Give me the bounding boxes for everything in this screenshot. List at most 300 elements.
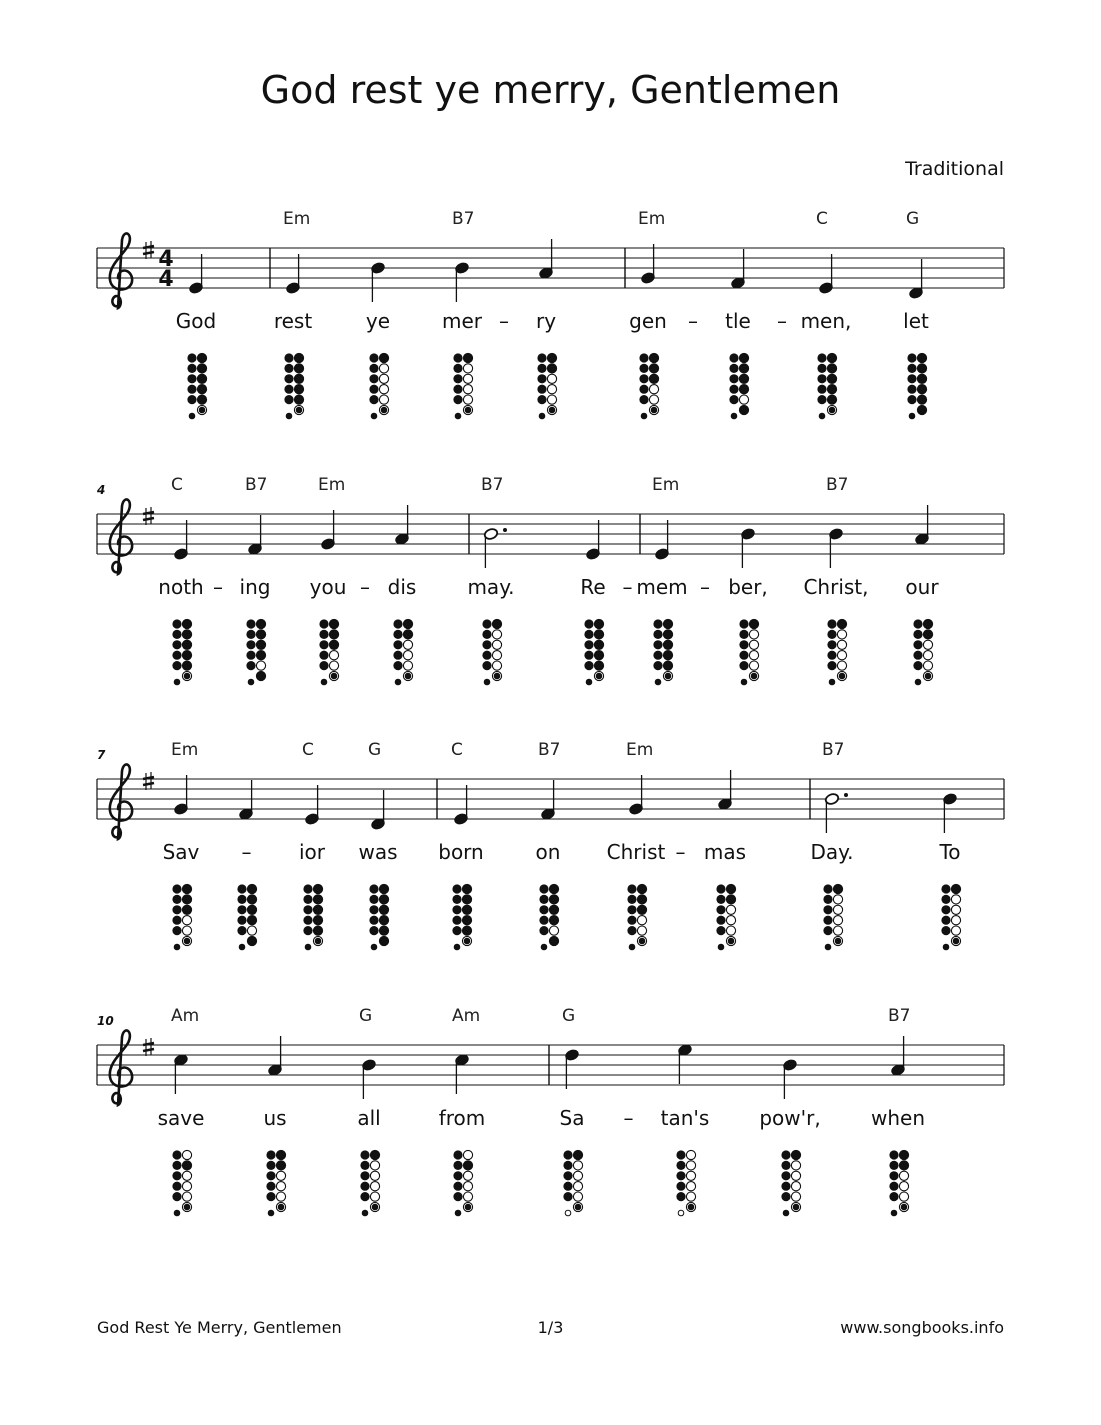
note — [564, 1048, 579, 1089]
thumb-hole-closed — [452, 884, 461, 893]
chord-symbol: B7 — [822, 740, 845, 760]
hole-open — [726, 916, 735, 925]
low-hole-closed — [371, 944, 377, 950]
chord-symbol: C — [816, 209, 828, 229]
left-hand-hole-closed — [303, 916, 312, 925]
hole-closed — [739, 353, 748, 362]
lyric-syllable: God — [175, 309, 217, 333]
music-system — [97, 740, 1004, 950]
hole-open — [182, 1171, 191, 1180]
low-hole-closed — [454, 944, 460, 950]
lyric-syllable: may. — [467, 575, 515, 599]
thumb-hole-closed — [913, 619, 922, 628]
left-hand-hole-closed — [627, 926, 636, 935]
left-hand-hole-closed — [627, 895, 636, 904]
sharp-accidental-icon — [143, 507, 154, 525]
left-hand-hole-closed — [360, 1171, 369, 1180]
low-hole-closed — [651, 407, 657, 413]
hole-open — [403, 651, 412, 660]
hole-open — [833, 916, 842, 925]
hole-closed — [594, 651, 603, 660]
hole-open — [403, 640, 412, 649]
recorder-fingering-chart — [539, 884, 558, 949]
thumb-hole-closed — [482, 619, 491, 628]
left-hand-hole-closed — [172, 651, 181, 660]
hole-open — [492, 651, 501, 660]
hole-closed — [182, 630, 191, 639]
hole-closed — [182, 651, 191, 660]
hole-closed — [463, 353, 472, 362]
hole-open — [686, 1192, 695, 1201]
left-hand-hole-closed — [817, 364, 826, 373]
hole-closed — [663, 661, 672, 670]
hole-closed — [256, 651, 265, 660]
hole-closed — [917, 374, 926, 383]
left-hand-hole-closed — [823, 895, 832, 904]
lyric-syllable: you — [309, 575, 347, 599]
note — [677, 1043, 692, 1084]
thumb-hole-closed — [889, 1150, 898, 1159]
left-hand-hole-closed — [676, 1182, 685, 1191]
left-hand-hole-closed — [172, 630, 181, 639]
sharp-bar — [143, 783, 154, 785]
left-hand-hole-closed — [360, 1161, 369, 1170]
low-hole-closed — [455, 1210, 461, 1216]
left-hand-hole-closed — [452, 916, 461, 925]
left-hand-hole-closed — [627, 916, 636, 925]
recorder-fingering-chart — [627, 884, 646, 949]
low-hole-closed — [541, 944, 547, 950]
low-hole-closed — [925, 673, 931, 679]
thumb-hole-closed — [172, 884, 181, 893]
low-hole-closed — [953, 938, 959, 944]
lyric-syllable: mer — [441, 309, 483, 333]
lyric-hyphen: – — [213, 575, 223, 599]
sharp-accidental-icon — [143, 772, 154, 790]
sharp-bar — [143, 518, 154, 520]
left-hand-hole-closed — [172, 916, 181, 925]
left-hand-hole-closed — [907, 395, 916, 404]
recorder-fingering-chart — [172, 619, 191, 684]
left-hand-hole-closed — [246, 651, 255, 660]
thumb-hole-closed — [827, 619, 836, 628]
low-hole-closed — [278, 1204, 284, 1210]
hole-closed — [182, 895, 191, 904]
note — [370, 790, 385, 831]
hole-open — [899, 1171, 908, 1180]
hole-open — [403, 661, 412, 670]
hole-open — [182, 1192, 191, 1201]
left-hand-hole-closed — [781, 1192, 790, 1201]
low-hole-closed — [405, 673, 411, 679]
thumb-hole-closed — [266, 1150, 275, 1159]
left-hand-hole-closed — [453, 395, 462, 404]
hole-closed — [379, 353, 388, 362]
thumb-hole-closed — [319, 619, 328, 628]
hole-closed — [379, 916, 388, 925]
lyric-hyphen: – — [777, 309, 787, 333]
hole-closed — [637, 895, 646, 904]
hole-closed — [197, 374, 206, 383]
note — [370, 261, 385, 302]
hole-closed — [256, 630, 265, 639]
measure-number: 4 — [97, 483, 106, 497]
chord-symbol: G — [359, 1006, 373, 1026]
lyric-syllable: was — [358, 840, 398, 864]
low-hole-closed — [741, 407, 747, 413]
recorder-fingering-chart — [739, 619, 758, 684]
hole-open — [951, 905, 960, 914]
left-hand-hole-closed — [393, 640, 402, 649]
note — [173, 775, 188, 816]
hole-closed — [294, 364, 303, 373]
hole-closed — [663, 651, 672, 660]
hole-closed — [923, 630, 932, 639]
left-hand-hole-closed — [246, 661, 255, 670]
lyric-hyphen: – — [688, 309, 698, 333]
left-hand-hole-closed — [639, 395, 648, 404]
hole-open — [492, 661, 501, 670]
treble-clef-stroke — [110, 1030, 132, 1105]
low-hole-closed — [465, 1204, 471, 1210]
left-hand-hole-closed — [639, 374, 648, 383]
hole-open — [833, 926, 842, 935]
hole-closed — [837, 619, 846, 628]
hole-closed — [739, 364, 748, 373]
hole-open — [637, 916, 646, 925]
low-hole-closed — [464, 938, 470, 944]
low-hole-closed — [184, 938, 190, 944]
hole-open — [182, 926, 191, 935]
left-hand-hole-closed — [172, 1192, 181, 1201]
low-hole-closed — [174, 944, 180, 950]
lyric-syllable: on — [535, 840, 561, 864]
left-hand-hole-closed — [827, 651, 836, 660]
note — [782, 1058, 797, 1099]
left-hand-hole-closed — [729, 385, 738, 394]
recorder-fingering-chart — [360, 1150, 379, 1215]
left-hand-hole-closed — [360, 1182, 369, 1191]
recorder-fingering-chart — [716, 884, 735, 949]
chord-symbol: C — [451, 740, 463, 760]
left-hand-hole-closed — [889, 1161, 898, 1170]
hole-open — [686, 1171, 695, 1180]
hole-open — [686, 1182, 695, 1191]
hole-open — [791, 1182, 800, 1191]
low-hole-closed — [371, 413, 377, 419]
chord-symbol: G — [906, 209, 920, 229]
low-hole-closed — [731, 413, 737, 419]
hole-closed — [649, 374, 658, 383]
recorder-fingering-chart — [393, 619, 412, 684]
recorder-fingering-chart — [237, 884, 256, 949]
left-hand-hole-closed — [716, 916, 725, 925]
low-hole-closed — [718, 944, 724, 950]
left-hand-hole-closed — [369, 905, 378, 914]
left-hand-hole-closed — [452, 905, 461, 914]
hole-closed — [917, 353, 926, 362]
left-hand-hole-closed — [453, 1171, 462, 1180]
left-hand-hole-closed — [319, 651, 328, 660]
note — [585, 520, 600, 561]
left-hand-hole-closed — [627, 905, 636, 914]
left-hand-hole-closed — [889, 1192, 898, 1201]
thumb-hole-closed — [729, 353, 738, 362]
recorder-fingering-chart — [319, 619, 338, 684]
recorder-fingering-chart — [266, 1150, 285, 1215]
lyric-syllable: let — [903, 309, 929, 333]
music-system — [97, 209, 1004, 419]
hole-closed — [833, 884, 842, 893]
lyric-syllable: born — [438, 840, 484, 864]
lyric-syllable: rest — [273, 309, 313, 333]
hole-open — [182, 916, 191, 925]
thumb-hole-closed — [941, 884, 950, 893]
left-hand-hole-closed — [729, 374, 738, 383]
recorder-fingering-chart — [452, 884, 471, 949]
hole-open — [899, 1182, 908, 1191]
low-hole-closed — [315, 938, 321, 944]
left-hand-hole-closed — [584, 630, 593, 639]
low-hole-closed — [891, 1210, 897, 1216]
sharp-bar — [143, 1049, 154, 1051]
note — [654, 520, 669, 561]
low-hole-closed — [184, 1204, 190, 1210]
left-hand-hole-closed — [817, 385, 826, 394]
hole-closed — [182, 619, 191, 628]
hole-open — [726, 905, 735, 914]
chord-symbol: B7 — [245, 475, 268, 495]
hole-open — [649, 385, 658, 394]
left-hand-hole-closed — [913, 661, 922, 670]
hole-closed — [462, 916, 471, 925]
low-hole-closed — [829, 407, 835, 413]
low-hole-closed — [829, 679, 835, 685]
left-hand-hole-closed — [584, 640, 593, 649]
note — [730, 249, 745, 290]
thumb-hole-closed — [627, 884, 636, 893]
chord-symbol: Am — [171, 1006, 200, 1026]
thumb-hole-closed — [453, 353, 462, 362]
hole-open — [549, 926, 558, 935]
left-hand-hole-closed — [393, 630, 402, 639]
hole-closed — [182, 884, 191, 893]
low-hole-closed — [286, 413, 292, 419]
hole-closed — [649, 353, 658, 362]
hole-closed — [276, 1150, 285, 1159]
hole-closed — [827, 385, 836, 394]
hole-closed — [917, 395, 926, 404]
left-hand-hole-closed — [913, 630, 922, 639]
thumb-hole-closed — [781, 1150, 790, 1159]
left-hand-hole-closed — [482, 640, 491, 649]
left-hand-hole-closed — [319, 630, 328, 639]
hole-open — [833, 905, 842, 914]
left-hand-hole-closed — [453, 1182, 462, 1191]
note — [740, 527, 755, 568]
treble-clef-stroke — [110, 499, 132, 574]
thumb-hole-closed — [453, 1150, 462, 1159]
left-hand-hole-closed — [172, 895, 181, 904]
hole-open — [463, 1192, 472, 1201]
low-hole-closed — [174, 679, 180, 685]
low-hole-closed — [258, 673, 264, 679]
note — [247, 515, 262, 556]
left-hand-hole-closed — [653, 630, 662, 639]
hole-open — [492, 640, 501, 649]
left-hand-hole-closed — [827, 630, 836, 639]
lyric-hyphen: – — [675, 840, 686, 864]
hole-closed — [899, 1150, 908, 1159]
left-hand-hole-closed — [369, 374, 378, 383]
hole-closed — [294, 353, 303, 362]
chord-symbol: C — [302, 740, 314, 760]
low-hole-closed — [494, 673, 500, 679]
left-hand-hole-closed — [266, 1161, 275, 1170]
hole-open — [833, 895, 842, 904]
left-hand-hole-closed — [653, 640, 662, 649]
left-hand-hole-closed — [284, 374, 293, 383]
hole-open — [749, 651, 758, 660]
hole-open — [573, 1192, 582, 1201]
hole-closed — [329, 630, 338, 639]
low-hole-closed — [372, 1204, 378, 1210]
low-hole-closed — [395, 679, 401, 685]
hole-open — [463, 1150, 472, 1159]
thumb-hole-closed — [172, 1150, 181, 1159]
note — [320, 510, 335, 551]
left-hand-hole-closed — [172, 1161, 181, 1170]
left-hand-hole-closed — [266, 1182, 275, 1191]
recorder-fingering-chart — [584, 619, 603, 684]
hole-closed — [182, 640, 191, 649]
recorder-fingering-chart — [246, 619, 265, 684]
hole-closed — [827, 395, 836, 404]
left-hand-hole-closed — [187, 374, 196, 383]
left-hand-hole-closed — [781, 1171, 790, 1180]
augmentation-dot — [844, 793, 848, 797]
left-hand-hole-closed — [187, 364, 196, 373]
lyric-syllable: ing — [239, 575, 271, 599]
hole-closed — [594, 640, 603, 649]
hole-open — [370, 1171, 379, 1180]
hole-closed — [923, 619, 932, 628]
left-hand-hole-closed — [584, 661, 593, 670]
hole-open — [463, 374, 472, 383]
left-hand-hole-closed — [246, 640, 255, 649]
left-hand-hole-closed — [817, 374, 826, 383]
hole-closed — [594, 661, 603, 670]
left-hand-hole-closed — [823, 926, 832, 935]
low-hole-closed — [943, 944, 949, 950]
hole-closed — [791, 1150, 800, 1159]
hole-open — [379, 364, 388, 373]
lyric-hyphen: – — [623, 1106, 634, 1130]
left-hand-hole-closed — [716, 905, 725, 914]
hole-open — [463, 395, 472, 404]
hole-open — [463, 385, 472, 394]
hole-closed — [313, 916, 322, 925]
low-hole-closed — [184, 673, 190, 679]
hole-closed — [182, 661, 191, 670]
recorder-fingering-chart — [781, 1150, 800, 1215]
left-hand-hole-closed — [393, 651, 402, 660]
low-hole-closed — [641, 413, 647, 419]
hole-open — [256, 661, 265, 670]
hole-closed — [462, 905, 471, 914]
low-hole-closed — [321, 679, 327, 685]
thumb-hole-closed — [303, 884, 312, 893]
left-hand-hole-closed — [827, 661, 836, 670]
hole-closed — [663, 619, 672, 628]
lyric-syllable: gen — [629, 309, 667, 333]
left-hand-hole-closed — [482, 630, 491, 639]
lyric-syllable: To — [939, 840, 961, 864]
hole-closed — [247, 905, 256, 914]
hole-closed — [256, 640, 265, 649]
hole-closed — [827, 353, 836, 362]
low-hole-closed — [751, 673, 757, 679]
hole-closed — [951, 884, 960, 893]
lyric-syllable: pow'r, — [759, 1106, 821, 1130]
hole-open — [276, 1171, 285, 1180]
hole-open — [951, 916, 960, 925]
lyric-syllable: our — [905, 575, 939, 599]
low-hole-closed — [381, 407, 387, 413]
thumb-hole-closed — [237, 884, 246, 893]
recorder-fingering-chart — [823, 884, 842, 949]
hole-open — [370, 1192, 379, 1201]
hole-open — [791, 1171, 800, 1180]
chord-symbol: G — [368, 740, 382, 760]
note — [173, 1053, 188, 1094]
left-hand-hole-closed — [729, 395, 738, 404]
left-hand-hole-closed — [941, 916, 950, 925]
chord-symbol: Em — [171, 740, 199, 760]
hole-open — [492, 630, 501, 639]
hole-closed — [247, 884, 256, 893]
low-hole-closed — [825, 944, 831, 950]
left-hand-hole-closed — [941, 895, 950, 904]
recorder-fingering-chart — [369, 884, 388, 949]
left-hand-hole-closed — [452, 926, 461, 935]
chord-symbol: B7 — [538, 740, 561, 760]
left-hand-hole-closed — [563, 1192, 572, 1201]
left-hand-hole-closed — [266, 1171, 275, 1180]
left-hand-hole-closed — [539, 916, 548, 925]
left-hand-hole-closed — [284, 385, 293, 394]
hole-closed — [247, 895, 256, 904]
chord-symbol: Em — [652, 475, 680, 495]
left-hand-hole-closed — [739, 630, 748, 639]
note — [908, 259, 923, 300]
recorder-fingering-chart — [907, 353, 926, 418]
left-hand-hole-closed — [246, 630, 255, 639]
hole-open — [547, 385, 556, 394]
hole-closed — [294, 374, 303, 383]
hole-closed — [749, 619, 758, 628]
left-hand-hole-closed — [319, 661, 328, 670]
hole-open — [951, 926, 960, 935]
hole-closed — [917, 364, 926, 373]
low-hole-closed — [268, 1210, 274, 1216]
song-title: God rest ye merry, Gentlemen — [260, 68, 841, 112]
left-hand-hole-closed — [539, 895, 548, 904]
note — [394, 505, 409, 546]
hole-closed — [313, 895, 322, 904]
treble-clef-icon — [110, 499, 132, 574]
note — [942, 792, 957, 833]
